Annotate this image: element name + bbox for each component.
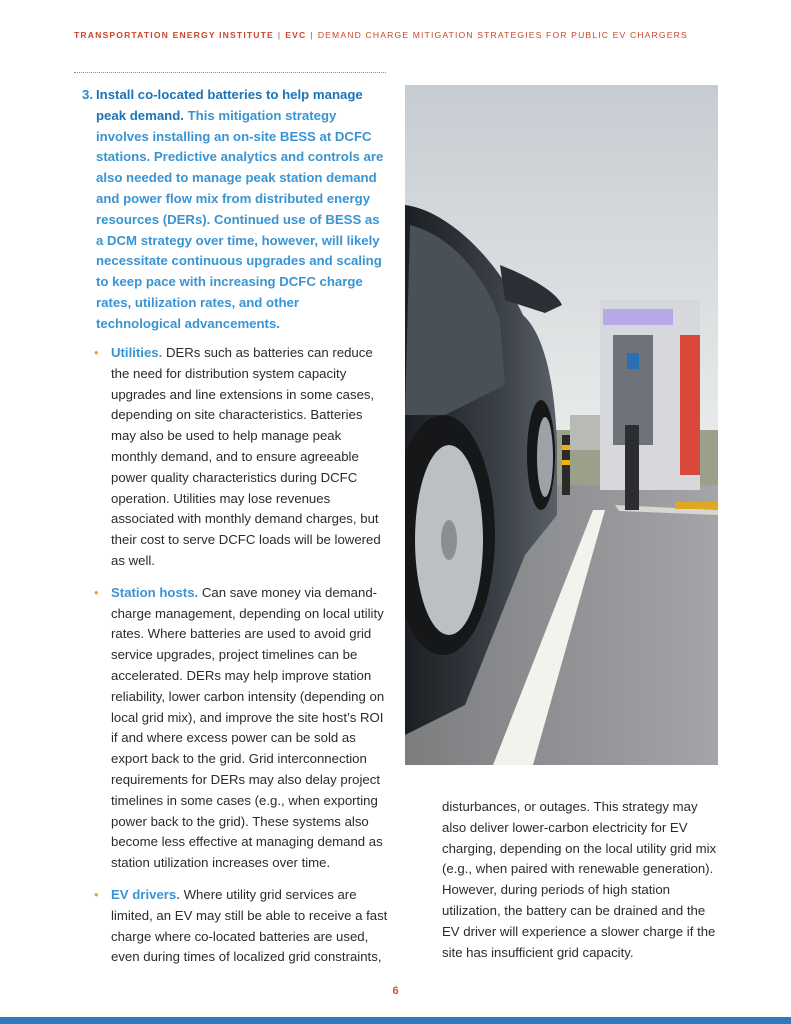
bullet-dot: • xyxy=(94,584,99,600)
bullet-ev-drivers xyxy=(94,885,388,968)
header-program: EVC xyxy=(285,30,307,40)
strategy-body: This mitigation strategy involves installing an on-site BESS at DCFC stations. Predictive analytics and controls are also needed to manage peak station demand and power flow mix from distributed energy resources (DERs). Continued use of BESS as a DCM strategy over time, however, will likely necessitate continuous upgrades and scaling to keep pace with increasing DCFC charge rates, utilization rates, and other technological advancements. xyxy=(96,107,384,331)
strategy-lead: Install co-located batteries to help manage peak demand. xyxy=(96,87,363,123)
strategy-item xyxy=(82,85,387,335)
header-report-title: DEMAND CHARGE MITIGATION STRATEGIES FOR PUBLIC EV CHARGERS xyxy=(317,30,688,40)
continuation-text: disturbances, or outages. This strategy may also deliver lower-carbon electricity for EV charging, depending on the local utility grid mix (e.g., when paired with renewable generation). However, during periods of high station utilization, the battery can be drained and the EV driver will experience a slower charge if the site has insufficient grid capacity. xyxy=(442,799,717,960)
dotted-divider xyxy=(74,72,386,73)
bullet-utilities xyxy=(94,343,388,572)
footer-bar xyxy=(0,1017,791,1024)
bullet-text: Where utility grid services are limited, an EV may still be able to receive a fast charge where co-located batteries are used, even during times of localized grid constraints, xyxy=(111,886,388,965)
strategy-number: 3. xyxy=(82,87,93,102)
header-divider-1: | xyxy=(277,30,282,40)
strategy-paragraph xyxy=(96,85,387,335)
ev-charging-photo xyxy=(405,85,718,765)
bullet-lead: EV drivers. xyxy=(111,886,180,902)
bullet-text: Can save money via demand-charge management, depending on local utility rates. Where batteries are used to avoid grid service upgrades, project timelines can be accelerated. DERs may help improve station reliability, lower carbon intensity (depending on local grid mix), and improve the site host’s ROI if and where excess power can be sold as export back to the grid. Grid interconnection requirements for DERs may also delay project timelines in some cases (e.g., when exporting power back to the grid). These systems also become less effective at managing demand as station utilization increases over time. xyxy=(111,584,385,871)
bullet-lead: Station hosts. xyxy=(111,584,199,600)
bullet-dot: • xyxy=(94,345,99,360)
bullet-lead: Utilities. xyxy=(111,345,163,360)
header-org: TRANSPORTATION ENERGY INSTITUTE xyxy=(74,30,274,40)
stakeholder-bullets xyxy=(94,343,388,979)
running-header xyxy=(74,30,688,40)
page-number: 6 xyxy=(392,985,399,997)
bullet-dot: • xyxy=(94,886,99,902)
bullet-text: DERs such as batteries can reduce the need for distribution system capacity upgrades and line extensions in some cases, depending on site characteristics. Batteries may also be used to help manage peak monthly demand, and to ensure agreeable power quality characteristics during DCFC operation. Utilities may lose revenues associated with monthly demand charges, but their cost to serve DCFC loads will be lowered as well. xyxy=(111,345,381,568)
header-divider-2: | xyxy=(310,30,314,40)
bullet-station-hosts xyxy=(94,583,388,874)
